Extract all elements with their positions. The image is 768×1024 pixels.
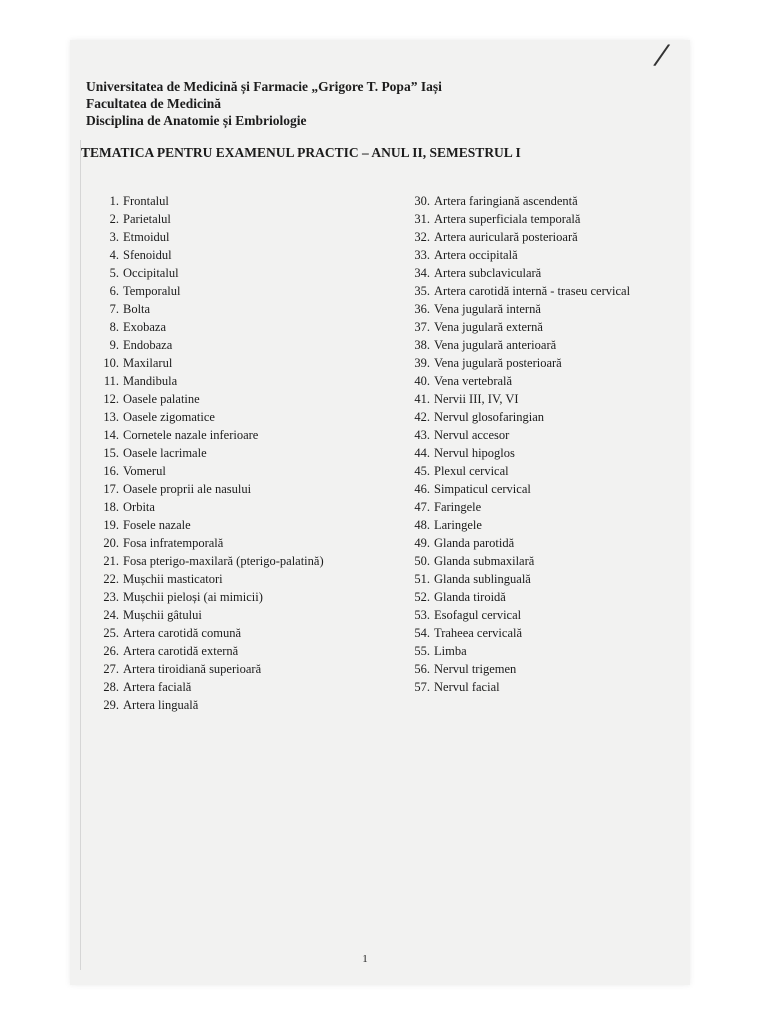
- topic-number: 2.: [109, 212, 119, 226]
- topic-list-item: [97, 426, 324, 444]
- topic-number: 7.: [109, 302, 119, 316]
- topic-text: Artera linguală: [123, 698, 199, 712]
- topic-list-item: [97, 336, 324, 354]
- document-header: [86, 78, 606, 129]
- topic-list-item: [97, 570, 324, 588]
- topic-number: 13.: [103, 410, 119, 424]
- topic-text: Oasele zigomatice: [123, 410, 215, 424]
- topic-list-item: [97, 678, 324, 696]
- topic-number: 47.: [414, 500, 430, 514]
- topic-list-item: [408, 408, 630, 426]
- topic-text: Plexul cervical: [434, 464, 509, 478]
- topic-text: Nervul facial: [434, 680, 500, 694]
- topic-number: 41.: [414, 392, 430, 406]
- topic-list-item: [97, 588, 324, 606]
- topic-text: Endobaza: [123, 338, 173, 352]
- topic-list-item: [408, 552, 630, 570]
- topic-text: Vena jugulară anterioară: [434, 338, 557, 352]
- topic-text: Fosa infratemporală: [123, 536, 224, 550]
- topic-number: 20.: [103, 536, 119, 550]
- topic-text: Nervul hipoglos: [434, 446, 515, 460]
- topic-text: Simpaticul cervical: [434, 482, 531, 496]
- topic-list-item: [408, 570, 630, 588]
- topic-number: 53.: [414, 608, 430, 622]
- topic-list-item: [408, 462, 630, 480]
- topic-text: Fosele nazale: [123, 518, 191, 532]
- topic-text: Nervul accesor: [434, 428, 510, 442]
- topic-text: Orbita: [123, 500, 155, 514]
- topic-number: 51.: [414, 572, 430, 586]
- topic-number: 18.: [103, 500, 119, 514]
- topic-text: Oasele lacrimale: [123, 446, 207, 460]
- topic-number: 25.: [103, 626, 119, 640]
- topic-text: Mușchii gâtului: [123, 608, 202, 622]
- topic-number: 31.: [414, 212, 430, 226]
- topic-text: Vena jugulară externă: [434, 320, 543, 334]
- topic-list-item: [408, 318, 630, 336]
- topic-number: 6.: [109, 284, 119, 298]
- topic-list-item: [97, 408, 324, 426]
- topic-list-item: [97, 642, 324, 660]
- topic-list-item: [97, 534, 324, 552]
- topic-list-item: [408, 660, 630, 678]
- topic-list-item: [97, 462, 324, 480]
- handwritten-page-mark: /: [654, 37, 669, 72]
- topic-list-item: [97, 318, 324, 336]
- topic-text: Artera facială: [123, 680, 192, 694]
- topic-text: Fosa pterigo-maxilară (pterigo-palatină): [123, 554, 324, 568]
- topic-number: 10.: [103, 356, 119, 370]
- topic-list-item: [97, 354, 324, 372]
- topic-number: 38.: [414, 338, 430, 352]
- topic-number: 11.: [103, 374, 119, 388]
- topic-number: 36.: [414, 302, 430, 316]
- topic-list-item: [97, 660, 324, 678]
- topic-text: Artera occipitală: [434, 248, 518, 262]
- topic-number: 44.: [414, 446, 430, 460]
- topic-text: Traheea cervicală: [434, 626, 523, 640]
- topic-list-item: [97, 246, 324, 264]
- topic-list-item: [97, 696, 324, 714]
- topic-list-item: [97, 390, 324, 408]
- topic-list-item: [408, 642, 630, 660]
- topic-list-right: [408, 192, 630, 696]
- topic-list-item: [408, 588, 630, 606]
- topic-text: Exobaza: [123, 320, 167, 334]
- topic-number: 24.: [103, 608, 119, 622]
- topic-text: Temporalul: [123, 284, 181, 298]
- topic-list-item: [97, 210, 324, 228]
- page-fold-line: [80, 140, 81, 970]
- topic-number: 5.: [109, 266, 119, 280]
- topic-list-item: [97, 480, 324, 498]
- topic-text: Artera auriculară posterioară: [434, 230, 578, 244]
- topic-text: Artera carotidă comună: [123, 626, 241, 640]
- topic-text: Artera subclaviculară: [434, 266, 542, 280]
- topic-list-item: [408, 282, 630, 300]
- topic-number: 17.: [103, 482, 119, 496]
- topic-number: 50.: [414, 554, 430, 568]
- topic-number: 55.: [414, 644, 430, 658]
- page-number: 1: [362, 953, 368, 965]
- topic-text: Vena jugulară posterioară: [434, 356, 562, 370]
- topic-number: 46.: [414, 482, 430, 496]
- document-title: TEMATICA PENTRU EXAMENUL PRACTIC – ANUL II, SEMESTRUL I: [81, 145, 521, 160]
- topic-text: Glanda submaxilară: [434, 554, 535, 568]
- topic-list-item: [408, 336, 630, 354]
- topic-number: 49.: [414, 536, 430, 550]
- topic-text: Oasele palatine: [123, 392, 200, 406]
- topic-number: 39.: [414, 356, 430, 370]
- topic-text: Glanda tiroidă: [434, 590, 506, 604]
- topic-text: Vena jugulară internă: [434, 302, 541, 316]
- topic-number: 45.: [414, 464, 430, 478]
- topic-list-item: [97, 624, 324, 642]
- topic-number: 40.: [414, 374, 430, 388]
- topic-text: Glanda parotidă: [434, 536, 515, 550]
- topic-list-item: [408, 516, 630, 534]
- topic-text: Limba: [434, 644, 467, 658]
- topic-text: Oasele proprii ale nasului: [123, 482, 252, 496]
- topic-number: 32.: [414, 230, 430, 244]
- topic-list-item: [97, 498, 324, 516]
- topic-list-item: [97, 516, 324, 534]
- topic-number: 54.: [414, 626, 430, 640]
- topic-text: Mandibula: [123, 374, 178, 388]
- topic-text: Artera carotidă externă: [123, 644, 239, 658]
- topic-number: 52.: [414, 590, 430, 604]
- topic-list-item: [408, 228, 630, 246]
- topic-number: 28.: [103, 680, 119, 694]
- topic-list-item: [97, 228, 324, 246]
- topic-number: 21.: [103, 554, 119, 568]
- topic-list-item: [97, 606, 324, 624]
- topic-text: Esofagul cervical: [434, 608, 522, 622]
- topic-text: Sfenoidul: [123, 248, 172, 262]
- topic-number: 15.: [103, 446, 119, 460]
- topic-number: 14.: [103, 428, 119, 442]
- topic-list-item: [408, 354, 630, 372]
- faculty-name: Facultatea de Medicină: [86, 96, 221, 111]
- topic-list-left: [97, 192, 324, 714]
- topic-list-item: [97, 192, 324, 210]
- topic-number: 8.: [109, 320, 119, 334]
- topic-number: 9.: [109, 338, 119, 352]
- topic-number: 29.: [103, 698, 119, 712]
- topic-text: Artera faringiană ascendentă: [434, 194, 578, 208]
- topic-number: 3.: [109, 230, 119, 244]
- topic-text: Artera superficiala temporală: [434, 212, 581, 226]
- topic-text: Maxilarul: [123, 356, 173, 370]
- topic-list-item: [97, 552, 324, 570]
- topic-number: 4.: [109, 248, 119, 262]
- topic-list-item: [97, 444, 324, 462]
- topic-number: 42.: [414, 410, 430, 424]
- topic-number: 22.: [103, 572, 119, 586]
- topic-text: Vomerul: [123, 464, 166, 478]
- topic-text: Artera carotidă internă - traseu cervical: [434, 284, 631, 298]
- topic-number: 16.: [103, 464, 119, 478]
- topic-list-item: [408, 426, 630, 444]
- topic-text: Nervul glosofaringian: [434, 410, 545, 424]
- topic-list-item: [97, 300, 324, 318]
- topic-list-item: [408, 624, 630, 642]
- topic-list-item: [408, 678, 630, 696]
- topic-text: Glanda sublinguală: [434, 572, 531, 586]
- topic-list-item: [97, 282, 324, 300]
- discipline-name: Disciplina de Anatomie și Embriologie: [86, 113, 307, 128]
- topic-list-item: [408, 498, 630, 516]
- topic-text: Nervii III, IV, VI: [434, 392, 519, 406]
- topic-list-item: [408, 192, 630, 210]
- topic-list-item: [97, 372, 324, 390]
- topic-number: 26.: [103, 644, 119, 658]
- topic-text: Parietalul: [123, 212, 171, 226]
- topic-text: Mușchii pieloși (ai mimicii): [123, 590, 263, 604]
- topic-text: Vena vertebrală: [434, 374, 513, 388]
- topic-list-item: [408, 390, 630, 408]
- topic-list-item: [408, 264, 630, 282]
- topic-text: Laringele: [434, 518, 482, 532]
- topic-text: Mușchii masticatori: [123, 572, 223, 586]
- topic-text: Cornetele nazale inferioare: [123, 428, 259, 442]
- university-name: Universitatea de Medicină și Farmacie „Grigore T. Popa” Iași: [86, 79, 442, 94]
- topic-number: 27.: [103, 662, 119, 676]
- topic-text: Bolta: [123, 302, 151, 316]
- topic-list-item: [97, 264, 324, 282]
- topic-number: 57.: [414, 680, 430, 694]
- topic-number: 33.: [414, 248, 430, 262]
- topic-text: Artera tiroidiană superioară: [123, 662, 262, 676]
- topic-list-item: [408, 606, 630, 624]
- topic-number: 19.: [103, 518, 119, 532]
- topic-number: 12.: [103, 392, 119, 406]
- topic-number: 30.: [414, 194, 430, 208]
- topic-text: Occipitalul: [123, 266, 179, 280]
- topic-number: 48.: [414, 518, 430, 532]
- topic-number: 56.: [414, 662, 430, 676]
- topic-number: 35.: [414, 284, 430, 298]
- topic-list-item: [408, 444, 630, 462]
- topic-number: 23.: [103, 590, 119, 604]
- topic-text: Frontalul: [123, 194, 169, 208]
- topic-list-item: [408, 480, 630, 498]
- topic-list-item: [408, 372, 630, 390]
- topic-number: 37.: [414, 320, 430, 334]
- topic-list-item: [408, 246, 630, 264]
- topic-number: 43.: [414, 428, 430, 442]
- topic-text: Etmoidul: [123, 230, 170, 244]
- topic-list-item: [408, 300, 630, 318]
- topic-list-item: [408, 210, 630, 228]
- topic-number: 1.: [109, 194, 119, 208]
- topic-number: 34.: [414, 266, 430, 280]
- topic-text: Nervul trigemen: [434, 662, 517, 676]
- topic-text: Faringele: [434, 500, 482, 514]
- topic-list-item: [408, 534, 630, 552]
